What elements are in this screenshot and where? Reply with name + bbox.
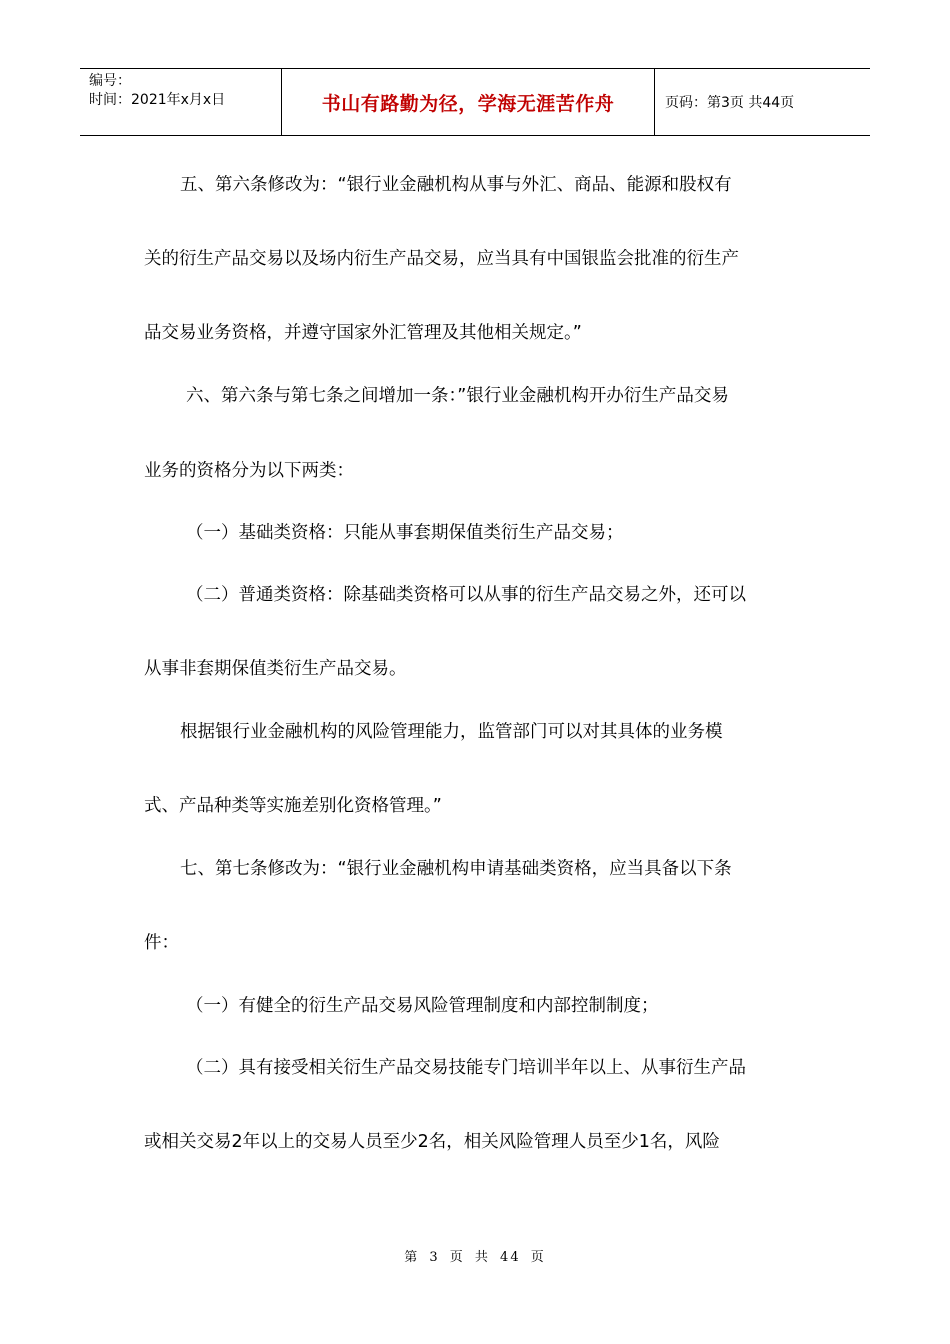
body-line: 七、第七条修改为：“银行业金融机构申请基础类资格，应当具备以下条 bbox=[180, 859, 732, 879]
body-line: （一）基础类资格：只能从事套期保值类衍生产品交易； bbox=[186, 523, 624, 543]
body-line: 件： bbox=[144, 933, 179, 953]
header-page-info: 页码：第3页 共44页 bbox=[665, 95, 795, 111]
body-line: 业务的资格分为以下两类： bbox=[144, 461, 354, 481]
header-number-label: 编号： bbox=[89, 73, 131, 89]
page-header bbox=[80, 68, 870, 136]
header-meta-cell bbox=[80, 69, 281, 135]
body-line: 或相关交易2年以上的交易人员至少2名，相关风险管理人员至少1名，风险 bbox=[144, 1132, 720, 1152]
body-line: 式、产品种类等实施差别化资格管理。” bbox=[144, 796, 442, 816]
header-time-label: 时间：2021年x月x日 bbox=[89, 92, 226, 108]
body-line: 关的衍生产品交易以及场内衍生产品交易，应当具有中国银监会批准的衍生产 bbox=[144, 249, 739, 269]
body-line: 根据银行业金融机构的风险管理能力，监管部门可以对其具体的业务模 bbox=[180, 722, 723, 742]
body-line: 品交易业务资格，并遵守国家外汇管理及其他相关规定。” bbox=[144, 323, 582, 343]
body-line: 六、第六条与第七条之间增加一条：”银行业金融机构开办衍生产品交易 bbox=[186, 386, 729, 406]
header-motto: 书山有路勤为径，学海无涯苦作舟 bbox=[321, 92, 615, 115]
header-motto-cell bbox=[281, 69, 655, 135]
header-page-cell bbox=[655, 69, 870, 135]
body-line: （二）具有接受相关衍生产品交易技能专门培训半年以上、从事衍生产品 bbox=[186, 1058, 746, 1078]
page-footer: 第 3 页 共 44 页 bbox=[404, 1250, 546, 1265]
body-line: 从事非套期保值类衍生产品交易。 bbox=[144, 659, 407, 679]
body-line: （一）有健全的衍生产品交易风险管理制度和内部控制制度； bbox=[186, 996, 659, 1016]
body-line: （二）普通类资格：除基础类资格可以从事的衍生产品交易之外，还可以 bbox=[186, 585, 746, 605]
body-line: 五、第六条修改为：“银行业金融机构从事与外汇、商品、能源和股权有 bbox=[180, 175, 732, 195]
